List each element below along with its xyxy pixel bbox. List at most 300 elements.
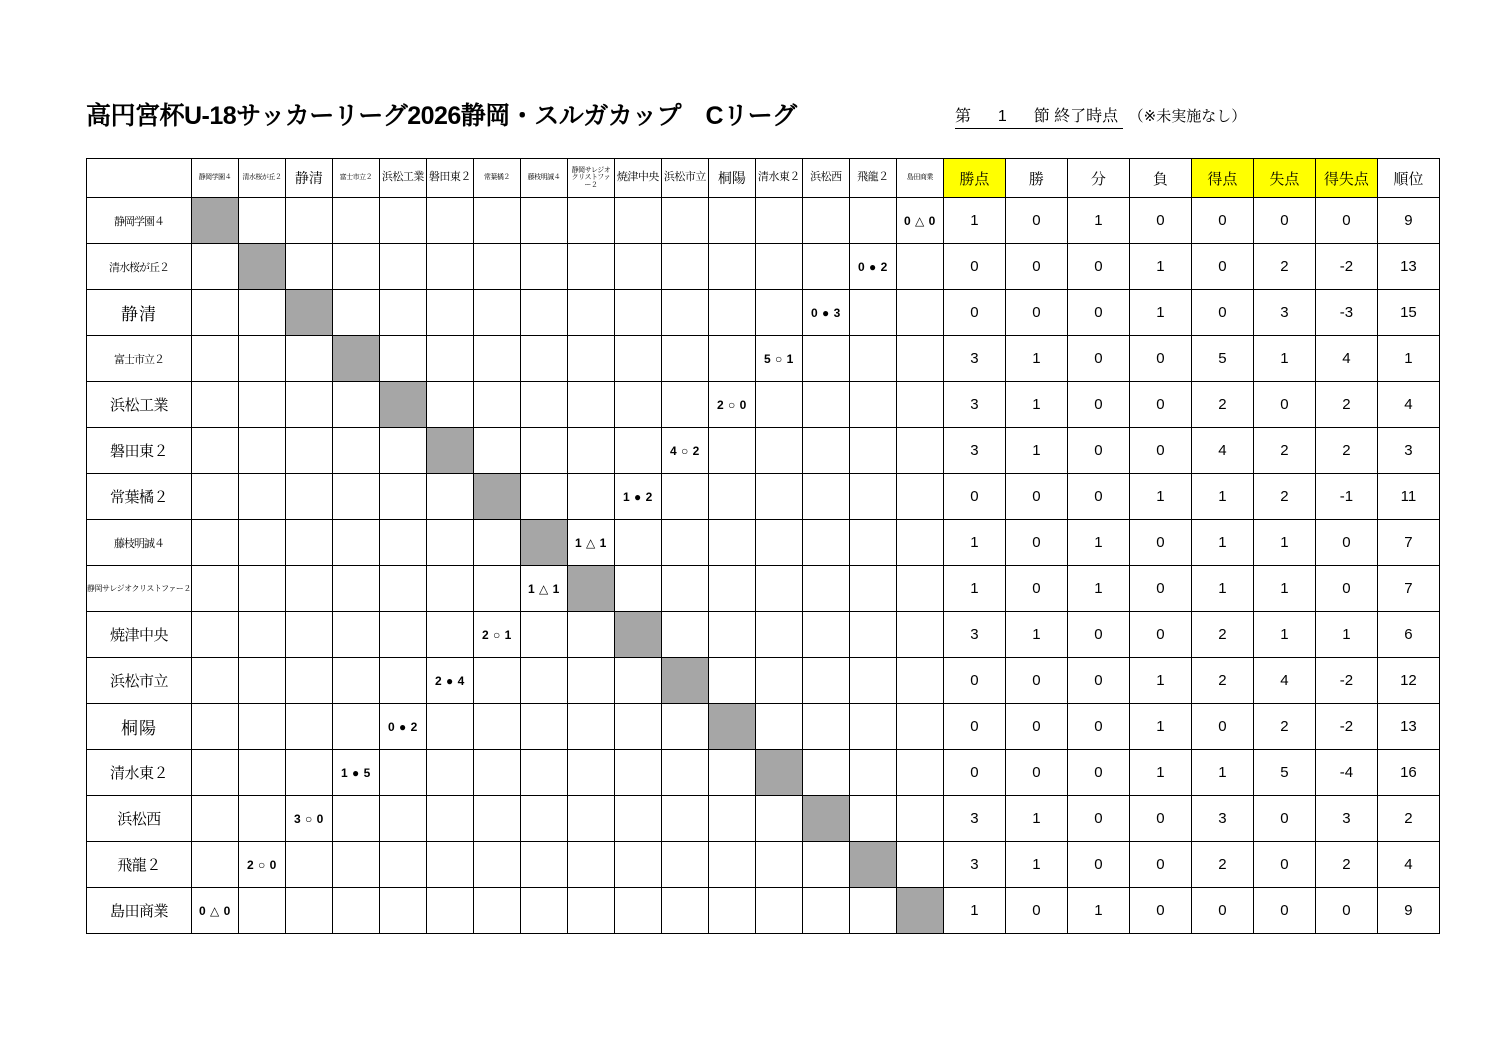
match-home-score: 2 <box>717 397 725 412</box>
empty-match-cell <box>708 244 755 290</box>
table-body <box>87 198 1440 934</box>
empty-match-cell <box>661 566 708 612</box>
match-away-score: 3 <box>833 305 841 320</box>
empty-match-cell <box>896 796 943 842</box>
self-cell <box>755 750 802 796</box>
empty-match-cell <box>849 474 896 520</box>
match-result-cell <box>426 658 473 704</box>
empty-match-cell <box>755 290 802 336</box>
opponent-column-header <box>708 159 755 198</box>
empty-match-cell <box>332 244 379 290</box>
empty-match-cell <box>426 842 473 888</box>
table-row <box>87 704 1440 750</box>
self-cell <box>614 612 661 658</box>
stat-value-cell: 1 <box>1191 474 1253 520</box>
empty-match-cell <box>285 704 332 750</box>
stat-value-cell: 0 <box>1067 704 1129 750</box>
team-name-label: 焼津中央 <box>109 627 168 644</box>
opponent-header-label: 常葉橘２ <box>483 174 510 182</box>
empty-match-cell <box>191 474 238 520</box>
empty-match-cell <box>520 612 567 658</box>
empty-match-cell <box>285 612 332 658</box>
empty-match-cell <box>896 336 943 382</box>
empty-match-cell <box>849 796 896 842</box>
match-result-mark: △ <box>539 581 549 596</box>
empty-match-cell <box>238 520 285 566</box>
match-result-mark: ● <box>399 719 407 734</box>
empty-match-cell <box>379 428 426 474</box>
stat-value-cell: 1 <box>1315 612 1377 658</box>
empty-match-cell <box>426 290 473 336</box>
empty-match-cell <box>520 336 567 382</box>
empty-match-cell <box>332 796 379 842</box>
stat-value-cell: 2 <box>1315 428 1377 474</box>
stat-value-cell: 2 <box>1191 612 1253 658</box>
empty-match-cell <box>802 888 849 934</box>
empty-match-cell <box>661 704 708 750</box>
team-name-label: 飛龍２ <box>117 857 161 874</box>
empty-match-cell <box>802 842 849 888</box>
match-result-cell <box>473 612 520 658</box>
empty-match-cell <box>896 566 943 612</box>
stat-value-cell: 0 <box>1129 566 1191 612</box>
match-away-score: 1 <box>786 351 794 366</box>
stat-value-cell: 4 <box>1253 658 1315 704</box>
empty-match-cell <box>567 382 614 428</box>
match-result-cell <box>520 566 567 612</box>
stat-value-cell: 0 <box>943 704 1005 750</box>
empty-match-cell <box>520 198 567 244</box>
empty-match-cell <box>661 750 708 796</box>
round-prefix: 第 <box>955 108 972 125</box>
empty-match-cell <box>755 796 802 842</box>
stat-value-cell: 0 <box>1253 888 1315 934</box>
empty-match-cell <box>332 520 379 566</box>
empty-match-cell <box>285 244 332 290</box>
empty-match-cell <box>755 612 802 658</box>
opponent-header-label: 清水東２ <box>757 171 800 184</box>
empty-match-cell <box>520 704 567 750</box>
table-row <box>87 612 1440 658</box>
empty-match-cell <box>802 566 849 612</box>
team-name-label: 静岡学園４ <box>113 215 164 228</box>
match-result-mark: ○ <box>258 857 266 872</box>
stat-value-cell: 4 <box>1377 382 1439 428</box>
empty-match-cell <box>614 382 661 428</box>
stat-value-cell: 0 <box>1129 796 1191 842</box>
empty-match-cell <box>520 888 567 934</box>
opponent-column-header <box>473 159 520 198</box>
table-row <box>87 750 1440 796</box>
stat-value-cell: -2 <box>1315 244 1377 290</box>
empty-match-cell <box>426 520 473 566</box>
stat-value-cell: 0 <box>1005 520 1067 566</box>
empty-match-cell <box>661 290 708 336</box>
empty-match-cell <box>849 612 896 658</box>
match-result-cell <box>285 796 332 842</box>
stat-value-cell: 2 <box>1377 796 1439 842</box>
stat-value-cell: 3 <box>943 336 1005 382</box>
empty-match-cell <box>896 750 943 796</box>
stat-value-cell: 0 <box>1005 244 1067 290</box>
stat-value-cell: 1 <box>1129 704 1191 750</box>
empty-match-cell <box>661 382 708 428</box>
stat-value-cell: 0 <box>1067 290 1129 336</box>
empty-match-cell <box>661 336 708 382</box>
team-name-cell <box>87 520 192 566</box>
stat-value-cell: 4 <box>1315 336 1377 382</box>
stat-value-cell: 3 <box>943 796 1005 842</box>
empty-match-cell <box>896 520 943 566</box>
team-name-cell <box>87 244 192 290</box>
match-result-cell <box>379 704 426 750</box>
empty-match-cell <box>520 842 567 888</box>
empty-match-cell <box>849 382 896 428</box>
team-name-cell <box>87 796 192 842</box>
opponent-column-header <box>191 159 238 198</box>
empty-match-cell <box>191 842 238 888</box>
empty-match-cell <box>238 290 285 336</box>
empty-match-cell <box>426 750 473 796</box>
stat-value-cell: 1 <box>1129 658 1191 704</box>
empty-match-cell <box>567 336 614 382</box>
empty-match-cell <box>473 888 520 934</box>
empty-match-cell <box>426 704 473 750</box>
team-name-cell <box>87 750 192 796</box>
team-name-label: 藤枝明誠４ <box>113 537 164 550</box>
stat-value-cell: 1 <box>1067 198 1129 244</box>
stat-value-cell: 0 <box>1129 198 1191 244</box>
empty-match-cell <box>614 888 661 934</box>
empty-match-cell <box>802 520 849 566</box>
stat-value-cell: 1 <box>943 888 1005 934</box>
empty-match-cell <box>285 750 332 796</box>
stat-column-header: 失点 <box>1253 159 1315 198</box>
empty-match-cell <box>614 796 661 842</box>
stat-value-cell: 1 <box>1253 612 1315 658</box>
self-cell <box>426 428 473 474</box>
stat-value-cell: 3 <box>1377 428 1439 474</box>
stat-value-cell: 0 <box>1067 658 1129 704</box>
stat-value-cell: 0 <box>943 750 1005 796</box>
match-result-cell <box>238 842 285 888</box>
empty-match-cell <box>567 612 614 658</box>
empty-match-cell <box>708 612 755 658</box>
empty-match-cell <box>708 428 755 474</box>
empty-match-cell <box>520 750 567 796</box>
empty-match-cell <box>896 244 943 290</box>
table-row <box>87 474 1440 520</box>
match-result-mark: ● <box>822 305 830 320</box>
match-result-cell <box>661 428 708 474</box>
stat-value-cell: 0 <box>1191 888 1253 934</box>
empty-match-cell <box>379 658 426 704</box>
team-name-cell <box>87 382 192 428</box>
team-name-cell <box>87 704 192 750</box>
table-row <box>87 842 1440 888</box>
stat-value-cell: 0 <box>1129 428 1191 474</box>
empty-match-cell <box>473 704 520 750</box>
self-cell <box>332 336 379 382</box>
match-home-score: 2 <box>482 627 490 642</box>
opponent-column-header <box>332 159 379 198</box>
stat-value-cell: 1 <box>1005 336 1067 382</box>
opponent-column-header <box>755 159 802 198</box>
empty-match-cell <box>285 336 332 382</box>
empty-match-cell <box>708 520 755 566</box>
stat-column-header: 得失点 <box>1315 159 1377 198</box>
stat-value-cell: 1 <box>943 520 1005 566</box>
match-result-mark: ○ <box>728 397 736 412</box>
match-home-score: 0 <box>858 259 866 274</box>
empty-match-cell <box>285 658 332 704</box>
stat-value-cell: 0 <box>1129 612 1191 658</box>
table-row <box>87 888 1440 934</box>
stat-value-cell: 1 <box>1253 566 1315 612</box>
opponent-header-label: 浜松西 <box>810 171 842 184</box>
stat-value-cell: 0 <box>1005 750 1067 796</box>
empty-match-cell <box>708 474 755 520</box>
empty-match-cell <box>238 336 285 382</box>
stat-value-cell: 2 <box>1191 658 1253 704</box>
stat-value-cell: 0 <box>1005 290 1067 336</box>
stat-value-cell: 1 <box>943 566 1005 612</box>
empty-match-cell <box>567 474 614 520</box>
match-result-cell <box>567 520 614 566</box>
stat-value-cell: 0 <box>943 244 1005 290</box>
empty-match-cell <box>567 244 614 290</box>
empty-match-cell <box>755 888 802 934</box>
stat-value-cell: 0 <box>1005 888 1067 934</box>
empty-match-cell <box>802 658 849 704</box>
match-result-mark: ● <box>634 489 642 504</box>
stat-value-cell: 0 <box>1253 198 1315 244</box>
empty-match-cell <box>614 336 661 382</box>
stat-value-cell: 1 <box>1253 336 1315 382</box>
team-name-cell <box>87 612 192 658</box>
empty-match-cell <box>661 474 708 520</box>
stat-value-cell: 0 <box>1315 888 1377 934</box>
round-status <box>955 103 1246 126</box>
empty-match-cell <box>708 290 755 336</box>
self-cell <box>849 842 896 888</box>
stat-value-cell: -3 <box>1315 290 1377 336</box>
stat-value-cell: 2 <box>1253 474 1315 520</box>
empty-match-cell <box>238 796 285 842</box>
stat-value-cell: 0 <box>1005 198 1067 244</box>
empty-match-cell <box>896 428 943 474</box>
stat-column-header: 負 <box>1129 159 1191 198</box>
empty-match-cell <box>802 244 849 290</box>
match-away-score: 2 <box>880 259 888 274</box>
empty-match-cell <box>614 520 661 566</box>
empty-match-cell <box>285 842 332 888</box>
stat-value-cell: 0 <box>1129 520 1191 566</box>
stat-value-cell: 0 <box>1067 244 1129 290</box>
table-row <box>87 244 1440 290</box>
opponent-column-header <box>285 159 332 198</box>
match-home-score: 1 <box>575 535 583 550</box>
empty-match-cell <box>755 658 802 704</box>
empty-match-cell <box>426 796 473 842</box>
stat-value-cell: -1 <box>1315 474 1377 520</box>
match-result-cell <box>332 750 379 796</box>
stat-value-cell: 9 <box>1377 888 1439 934</box>
empty-match-cell <box>238 750 285 796</box>
empty-match-cell <box>426 888 473 934</box>
match-away-score: 2 <box>645 489 653 504</box>
stat-value-cell: 0 <box>1067 842 1129 888</box>
opponent-header-label: 浜松工業 <box>381 171 424 184</box>
table-corner-cell <box>87 159 192 198</box>
stat-value-cell: 9 <box>1377 198 1439 244</box>
match-home-score: 0 <box>904 213 912 228</box>
empty-match-cell <box>755 198 802 244</box>
empty-match-cell <box>332 658 379 704</box>
empty-match-cell <box>614 750 661 796</box>
self-cell <box>802 796 849 842</box>
match-away-score: 1 <box>504 627 512 642</box>
empty-match-cell <box>191 382 238 428</box>
empty-match-cell <box>473 658 520 704</box>
self-cell <box>379 382 426 428</box>
stat-value-cell: -4 <box>1315 750 1377 796</box>
empty-match-cell <box>755 520 802 566</box>
team-name-cell <box>87 428 192 474</box>
empty-match-cell <box>755 382 802 428</box>
opponent-column-header <box>849 159 896 198</box>
stat-value-cell: 2 <box>1315 382 1377 428</box>
stat-value-cell: 1 <box>1377 336 1439 382</box>
empty-match-cell <box>614 658 661 704</box>
table-row <box>87 336 1440 382</box>
match-home-score: 2 <box>247 857 255 872</box>
empty-match-cell <box>191 566 238 612</box>
empty-match-cell <box>708 658 755 704</box>
stat-column-header: 順位 <box>1377 159 1439 198</box>
empty-match-cell <box>614 704 661 750</box>
stat-value-cell: 5 <box>1191 336 1253 382</box>
empty-match-cell <box>332 704 379 750</box>
empty-match-cell <box>426 612 473 658</box>
empty-match-cell <box>473 198 520 244</box>
empty-match-cell <box>426 198 473 244</box>
stat-value-cell: 1 <box>1005 796 1067 842</box>
empty-match-cell <box>567 704 614 750</box>
empty-match-cell <box>896 290 943 336</box>
empty-match-cell <box>191 796 238 842</box>
table-header-row <box>87 159 1440 198</box>
empty-match-cell <box>379 244 426 290</box>
empty-match-cell <box>379 290 426 336</box>
stat-value-cell: 0 <box>1253 796 1315 842</box>
empty-match-cell <box>285 198 332 244</box>
stat-value-cell: 1 <box>1129 750 1191 796</box>
empty-match-cell <box>849 566 896 612</box>
opponent-column-header <box>802 159 849 198</box>
team-name-cell <box>87 474 192 520</box>
self-cell <box>520 520 567 566</box>
empty-match-cell <box>802 750 849 796</box>
match-away-score: 0 <box>739 397 747 412</box>
match-home-score: 2 <box>435 673 443 688</box>
opponent-header-label: 静清 <box>294 169 323 186</box>
empty-match-cell <box>332 474 379 520</box>
opponent-column-header <box>614 159 661 198</box>
empty-match-cell <box>802 198 849 244</box>
page-title: 高円宮杯U-18サッカーリーグ2026静岡・スルガカップ Cリーグ <box>86 102 797 130</box>
empty-match-cell <box>426 382 473 428</box>
empty-match-cell <box>614 290 661 336</box>
empty-match-cell <box>332 428 379 474</box>
stat-value-cell: 1 <box>1005 612 1067 658</box>
stat-value-cell: 15 <box>1377 290 1439 336</box>
self-cell <box>708 704 755 750</box>
empty-match-cell <box>614 244 661 290</box>
match-home-score: 1 <box>623 489 631 504</box>
empty-match-cell <box>285 520 332 566</box>
empty-match-cell <box>379 336 426 382</box>
stat-value-cell: 7 <box>1377 566 1439 612</box>
empty-match-cell <box>191 428 238 474</box>
opponent-column-header <box>238 159 285 198</box>
team-name-label: 静岡サレジオクリストファー２ <box>87 584 191 593</box>
match-result-cell <box>896 198 943 244</box>
empty-match-cell <box>849 428 896 474</box>
stat-value-cell: 0 <box>1067 612 1129 658</box>
table-row <box>87 796 1440 842</box>
empty-match-cell <box>191 244 238 290</box>
empty-match-cell <box>332 888 379 934</box>
empty-match-cell <box>567 428 614 474</box>
empty-match-cell <box>238 612 285 658</box>
opponent-header-label: 飛龍２ <box>857 171 889 184</box>
standings-table <box>86 158 1440 934</box>
match-home-score: 0 <box>388 719 396 734</box>
empty-match-cell <box>802 382 849 428</box>
empty-match-cell <box>802 336 849 382</box>
empty-match-cell <box>802 704 849 750</box>
empty-match-cell <box>332 842 379 888</box>
empty-match-cell <box>708 750 755 796</box>
match-away-score: 1 <box>552 581 560 596</box>
match-result-mark: ○ <box>493 627 501 642</box>
empty-match-cell <box>332 612 379 658</box>
empty-match-cell <box>708 198 755 244</box>
stat-value-cell: 2 <box>1253 428 1315 474</box>
stat-column-header: 勝点 <box>943 159 1005 198</box>
stat-value-cell: 0 <box>1315 566 1377 612</box>
stat-value-cell: 3 <box>943 428 1005 474</box>
stat-value-cell: 0 <box>943 290 1005 336</box>
stat-value-cell: -2 <box>1315 658 1377 704</box>
stat-value-cell: 11 <box>1377 474 1439 520</box>
empty-match-cell <box>614 842 661 888</box>
empty-match-cell <box>332 198 379 244</box>
empty-match-cell <box>426 336 473 382</box>
empty-match-cell <box>473 842 520 888</box>
opponent-header-label: 静岡学園４ <box>198 174 232 182</box>
empty-match-cell <box>520 244 567 290</box>
match-result-cell <box>849 244 896 290</box>
stat-value-cell: 2 <box>1253 704 1315 750</box>
self-cell <box>896 888 943 934</box>
self-cell <box>661 658 708 704</box>
match-result-mark: ● <box>446 673 454 688</box>
empty-match-cell <box>238 474 285 520</box>
team-name-label: 清水東２ <box>109 765 168 782</box>
table-row <box>87 382 1440 428</box>
